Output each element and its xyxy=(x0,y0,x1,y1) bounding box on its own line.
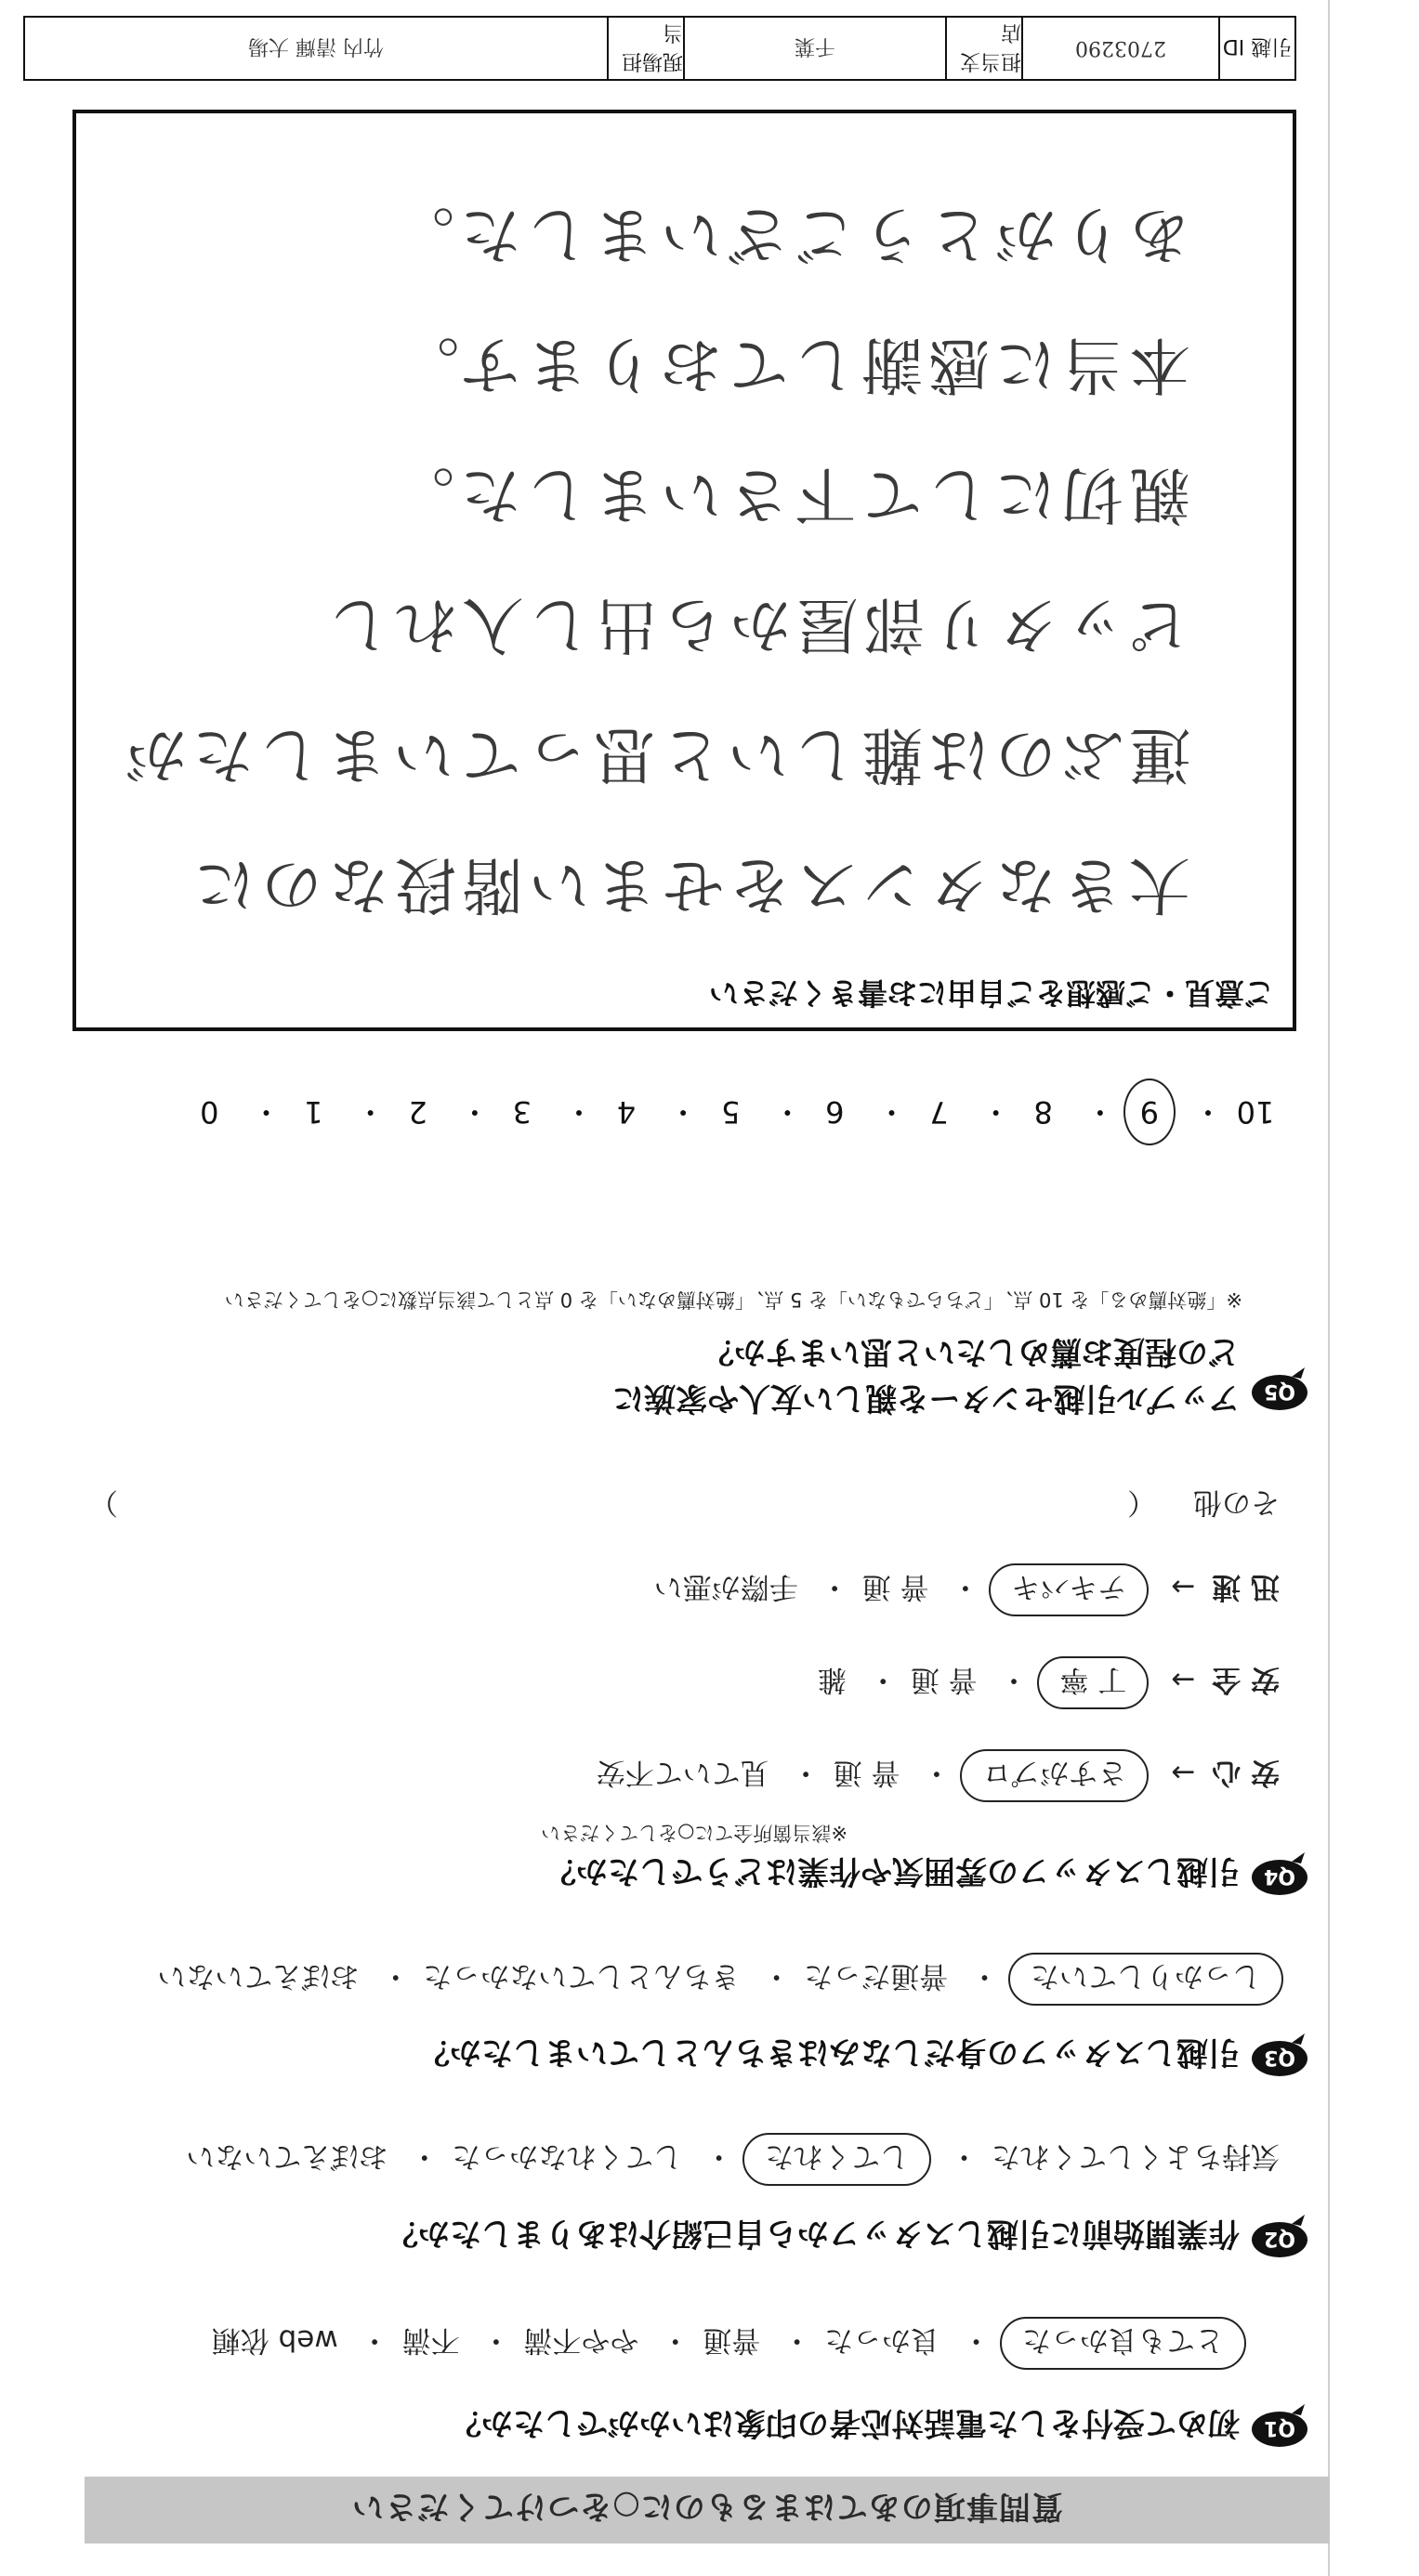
q4-badge-icon xyxy=(1249,1850,1310,1903)
score-option[interactable]: 2 xyxy=(408,1094,427,1130)
score-option-selected[interactable]: 9 xyxy=(1123,1079,1176,1145)
id-table xyxy=(23,16,1296,81)
q4-question: 引越しスタッフの雰囲気や作業はどうでしたか？ xyxy=(545,1852,1240,1890)
q4-row-anzen: 安 全→ 丁 寧・ 普 通・ 雑 xyxy=(818,1656,1280,1709)
score-option[interactable]: 3 xyxy=(512,1094,532,1130)
q4-row-anshin: 安 心→ さすがプロ・ 普 通・ 見ていて不安 xyxy=(597,1749,1280,1802)
handwritten-line: ピッタリ部屋から出し入れし xyxy=(322,589,1190,660)
handwritten-line: 大きなタンスをせまい階段なのに xyxy=(188,849,1190,921)
score-option[interactable]: 7 xyxy=(929,1094,949,1130)
q4-option-selected[interactable]: さすがプロ xyxy=(960,1749,1149,1802)
q1-option[interactable]: web 依頼 xyxy=(211,2323,338,2357)
handwritten-line: 親切にして下さいました。 xyxy=(388,459,1190,530)
q4-other-open: （ xyxy=(1127,1485,1157,1519)
score-option[interactable]: 4 xyxy=(616,1094,637,1130)
comment-heading: ご意見・ご感想をご自由にお書きください xyxy=(708,975,1274,1011)
id-label: 引越 ID xyxy=(1222,34,1293,59)
q3-badge-icon xyxy=(1249,2032,1310,2084)
q1-options: とても良かった・ 良かった・ 普通・ やや不満・ 不満・ web 依頼 xyxy=(212,2317,1242,2370)
q2-options: 気持ちよくしてくれた・ してくれた・ してくれなかった・ おぼえていない xyxy=(186,2133,1280,2186)
id-value: 2703290 xyxy=(1023,18,1220,79)
instruction-banner: 質問事項のあてはまるものに○をつけてください xyxy=(85,2477,1330,2543)
svg-text:Q4: Q4 xyxy=(1263,1864,1296,1888)
q5-badge-icon xyxy=(1249,1366,1310,1418)
q1-question: 初めて受付をした電話対応者の印象はいかがでしたか？ xyxy=(450,2404,1240,2441)
scan-edge xyxy=(1328,0,1419,2576)
q4-option[interactable]: 普 通 xyxy=(910,1663,978,1696)
q4-option[interactable]: 見ていて不安 xyxy=(596,1756,769,1789)
q1-option[interactable]: 普通 xyxy=(703,2323,761,2357)
q2-option[interactable]: してくれなかった xyxy=(452,2139,683,2173)
branch-label: 担当支店 xyxy=(947,18,1023,79)
q2-option-selected[interactable]: してくれた xyxy=(742,2133,931,2186)
q4-option-selected[interactable]: テキパキ xyxy=(989,1563,1149,1616)
q4-other xyxy=(89,1484,1280,1526)
leader-value: 竹内 清輝 大場 xyxy=(25,18,609,79)
q4-option[interactable]: 普 通 xyxy=(833,1756,900,1789)
q3-options: しっかりしていた・ 普通だった・ きちんとしていなかった・ おぼえていない xyxy=(157,1953,1280,2006)
score-option[interactable]: 10 xyxy=(1236,1094,1275,1130)
q4-other-label: その他 xyxy=(1193,1485,1280,1519)
q1-option-selected[interactable]: とても良かった xyxy=(1000,2317,1246,2370)
q2-option[interactable]: 気持ちよくしてくれた xyxy=(992,2139,1280,2173)
handwritten-line: ありがとうございました。 xyxy=(388,199,1190,270)
score-option[interactable]: 8 xyxy=(1033,1094,1053,1130)
svg-text:Q3: Q3 xyxy=(1263,2046,1296,2069)
q1-option[interactable]: 不満 xyxy=(401,2323,460,2357)
q5-question-line1: アップル引越センターを親しい友人や家族に xyxy=(612,1380,1240,1417)
q4-row-jinsoku: 迅 速→ テキパキ・ 普 通・ 手際が悪い xyxy=(654,1563,1280,1616)
leader-label: 現場担当 xyxy=(609,18,685,79)
q1-option[interactable]: 良かった xyxy=(824,2323,940,2357)
score-option[interactable]: 0 xyxy=(200,1094,219,1130)
handwritten-line: 運ぶのは難しいと思っていましたが xyxy=(120,719,1190,791)
handwritten-line: 本当に感謝しております。 xyxy=(392,329,1190,400)
q3-option[interactable]: 普通だった xyxy=(804,1959,949,1993)
score-option[interactable]: 5 xyxy=(720,1094,741,1130)
q3-option[interactable]: おぼえていない xyxy=(157,1959,360,1993)
q4-row-label: 迅 速 xyxy=(1212,1570,1280,1603)
q1-badge-icon xyxy=(1249,2402,1310,2454)
svg-text:Q5: Q5 xyxy=(1263,1380,1296,1403)
q2-question: 作業開始前に引越しスタッフから自己紹介はありましたか？ xyxy=(387,2215,1240,2252)
q4-option[interactable]: 手際が悪い xyxy=(653,1570,798,1603)
q4-row-label: 安 心 xyxy=(1212,1756,1280,1789)
q2-badge-icon xyxy=(1249,2213,1310,2265)
q4-option-selected[interactable]: 丁 寧 xyxy=(1038,1656,1150,1709)
q5-question-line2: どの程度お薦めしたいと思いますか？ xyxy=(703,1333,1240,1370)
q3-question: 引越しスタッフの身だしなみはきちんとしていましたか？ xyxy=(418,2033,1240,2071)
comment-box[interactable] xyxy=(72,110,1296,1031)
q2-option[interactable]: おぼえていない xyxy=(186,2139,388,2173)
svg-text:Q2: Q2 xyxy=(1263,2227,1296,2250)
branch-value: 千葉 xyxy=(685,18,947,79)
q4-note: ※該当箇所全てに○をしてください xyxy=(541,1822,847,1844)
score-option[interactable]: 6 xyxy=(825,1094,845,1130)
svg-text:Q1: Q1 xyxy=(1263,2416,1296,2439)
q4-row-label: 安 全 xyxy=(1212,1663,1280,1696)
q5-note: ※「絶対薦める」を 10 点、「どちらでもない」を 5 点、「絶対薦めない」を 0 点として該当点数に○をしてください xyxy=(224,1288,1242,1311)
q3-option-selected[interactable]: しっかりしていた xyxy=(1008,1953,1283,2006)
q4-option[interactable]: 雑 xyxy=(817,1663,847,1696)
q4-option[interactable]: 普 通 xyxy=(861,1570,929,1603)
q3-option[interactable]: きちんとしていなかった xyxy=(423,1959,741,1993)
q5-score-scale: 10・ 9・ 8・ 7・ 6・ 5・ 4・ 3・ 2・ 1・ 0 xyxy=(185,1079,1280,1145)
q1-option[interactable]: やや不満 xyxy=(523,2323,639,2357)
q4-other-close: ） xyxy=(89,1485,118,1519)
score-option[interactable]: 1 xyxy=(304,1094,323,1130)
